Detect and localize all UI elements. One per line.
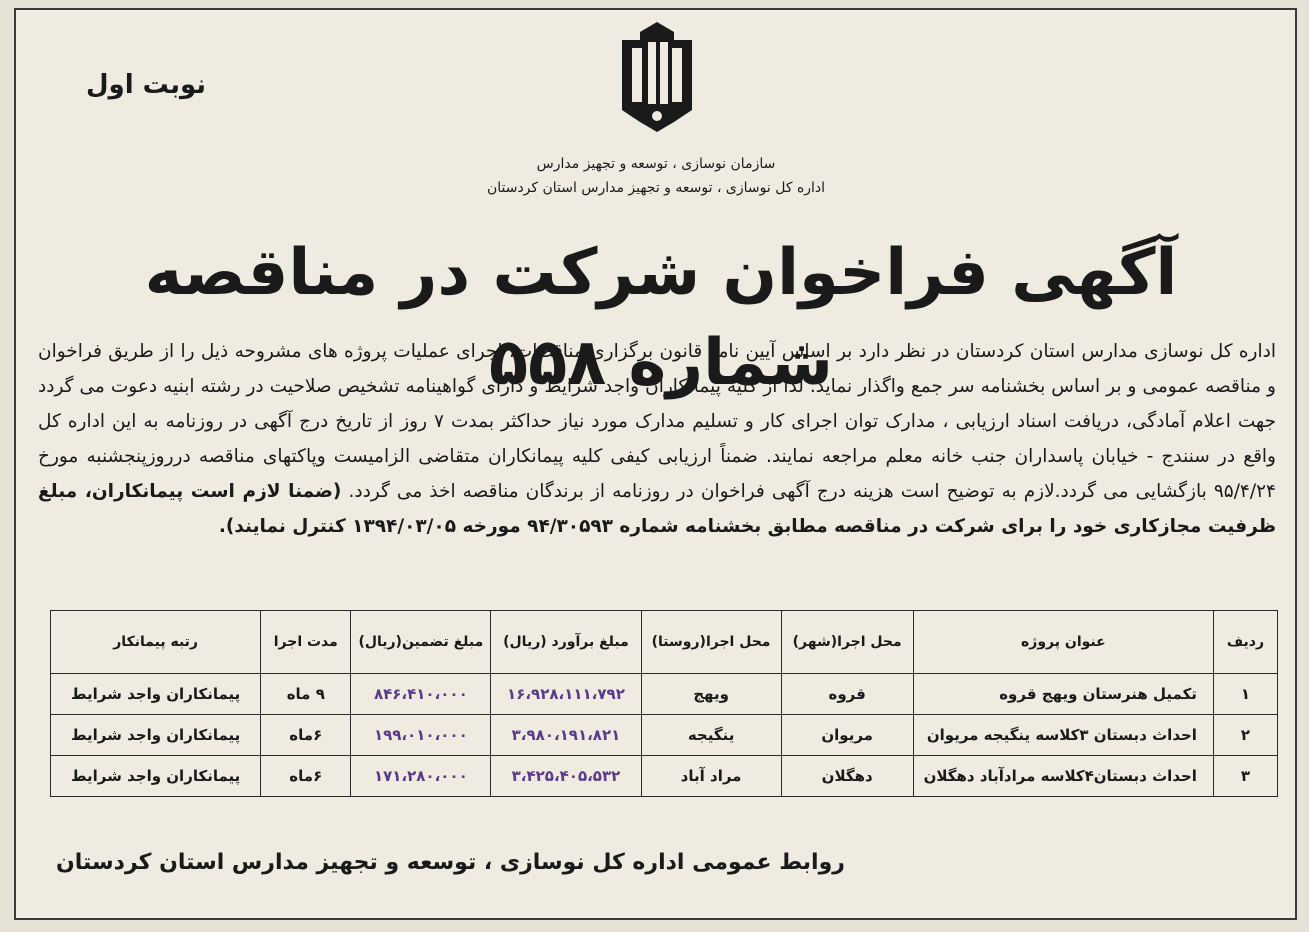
header-estimate: مبلغ برآورد (ریال): [491, 611, 641, 674]
tender-notice: [14, 8, 1297, 920]
projects-table: [50, 610, 1278, 797]
org-line-1: سازمان نوسازی ، توسعه و تجهیز مدارس: [536, 156, 776, 172]
cell-estimate: ۳،۹۸۰،۱۹۱،۸۲۱: [491, 715, 641, 756]
cell-guarantee: ۸۴۶،۴۱۰،۰۰۰: [351, 674, 491, 715]
header-duration: مدت اجرا: [261, 611, 351, 674]
cell-contractor-grade: پیمانکاران واجد شرایط: [51, 715, 261, 756]
cell-project-title: تکمیل هنرستان ویهج قروه: [913, 674, 1213, 715]
header-guarantee: مبلغ تضمین(ریال): [351, 611, 491, 674]
notice-body-regular: اداره کل نوسازی مدارس استان کردستان در نظر دارد بر اساس آیین نامه قانون برگزاری مناقصات، اجرای عملیات پروژه های مشروحه ذیل را از طریق فراخوان و مناقصه عمومی و بر اساس بخشنامه سر جمع واگذار نماید. لذا از کلیه پیمانکاران واجد شرایط و دارای گواهینامه تشخیص صلاحیت در رشته ابنیه دعوت می گردد جهت اعلام آمادگی، دریافت اسناد ارزیابی ، مدارک توان اجرای کار و تسلیم مدارک مورد نیاز حداکثر بمدت ۷ روز از تاریخ درج آگهی در روزنامه به این اداره کل واقع در سنندج - خیابان پاسداران جنب خانه معلم مراجعه نمایند. ضمناً ارزیابی کیفی کلیه پیمانکاران متقاضی الزامیست وپاکتهای مناقصه درروزپنجشنبه مورخ ۹۵/۴/۲۴ بازگشایی می گردد.لازم به توضیح است هزینه درج آگهی فراخوان در روزنامه از برندگان مناقصه اخذ می گردد.: [38, 341, 1276, 502]
cell-contractor-grade: پیمانکاران واجد شرایط: [51, 756, 261, 797]
cell-estimate: ۳،۴۲۵،۴۰۵،۵۳۲: [491, 756, 641, 797]
cell-project-title: احداث دبستان ۳کلاسه ینگیجه مریوان: [913, 715, 1213, 756]
cell-village: ویهج: [641, 674, 781, 715]
cell-duration: ۶ماه: [261, 715, 351, 756]
round-label: نوبت اول: [86, 70, 207, 100]
table-header-row: [51, 611, 1278, 674]
cell-city: قروه: [781, 674, 913, 715]
notice-body-bold: (ضمنا لازم است پیمانکاران، مبلغ ظرفیت مجازکاری خود را برای شرکت در مناقصه مطابق بخشنامه شماره ۹۴/۳۰۵۹۳ مورخه ۱۳۹۴/۰۳/۰۵ کنترل نمایند).: [38, 481, 1276, 537]
header-project-title: عنوان پروژه: [913, 611, 1213, 674]
cell-city: دهگلان: [781, 756, 913, 797]
table-row: [51, 715, 1278, 756]
cell-contractor-grade: پیمانکاران واجد شرایط: [51, 674, 261, 715]
cell-duration: ۶ماه: [261, 756, 351, 797]
header-row-number: ردیف: [1213, 611, 1277, 674]
table-row: [51, 674, 1278, 715]
org-line-2: اداره کل نوسازی ، توسعه و تجهیز مدارس استان کردستان: [486, 180, 826, 196]
cell-row-number: ۱: [1213, 674, 1277, 715]
cell-city: مریوان: [781, 715, 913, 756]
notice-body: [38, 334, 1276, 544]
cell-row-number: ۳: [1213, 756, 1277, 797]
header-contractor-grade: رتبه پیمانکار: [51, 611, 261, 674]
ministry-emblem-icon: [614, 18, 700, 136]
cell-row-number: ۲: [1213, 715, 1277, 756]
cell-estimate: ۱۶،۹۲۸،۱۱۱،۷۹۲: [491, 674, 641, 715]
cell-guarantee: ۱۹۹،۰۱۰،۰۰۰: [351, 715, 491, 756]
table-row: [51, 756, 1278, 797]
notice-headline: آگهی فراخوان شرکت در مناقصه شماره ۵۵۸: [144, 236, 1178, 400]
organization-block: [446, 152, 866, 200]
cell-village: مراد آباد: [641, 756, 781, 797]
public-relations-footer: روابط عمومی اداره کل نوسازی ، توسعه و تجهیز مدارس استان کردستان: [56, 850, 845, 875]
header-village: محل اجرا(روستا): [641, 611, 781, 674]
cell-village: ینگیجه: [641, 715, 781, 756]
cell-duration: ۹ ماه: [261, 674, 351, 715]
cell-project-title: احداث دبستان۴کلاسه مرادآباد دهگلان: [913, 756, 1213, 797]
cell-guarantee: ۱۷۱،۲۸۰،۰۰۰: [351, 756, 491, 797]
header-city: محل اجرا(شهر): [781, 611, 913, 674]
